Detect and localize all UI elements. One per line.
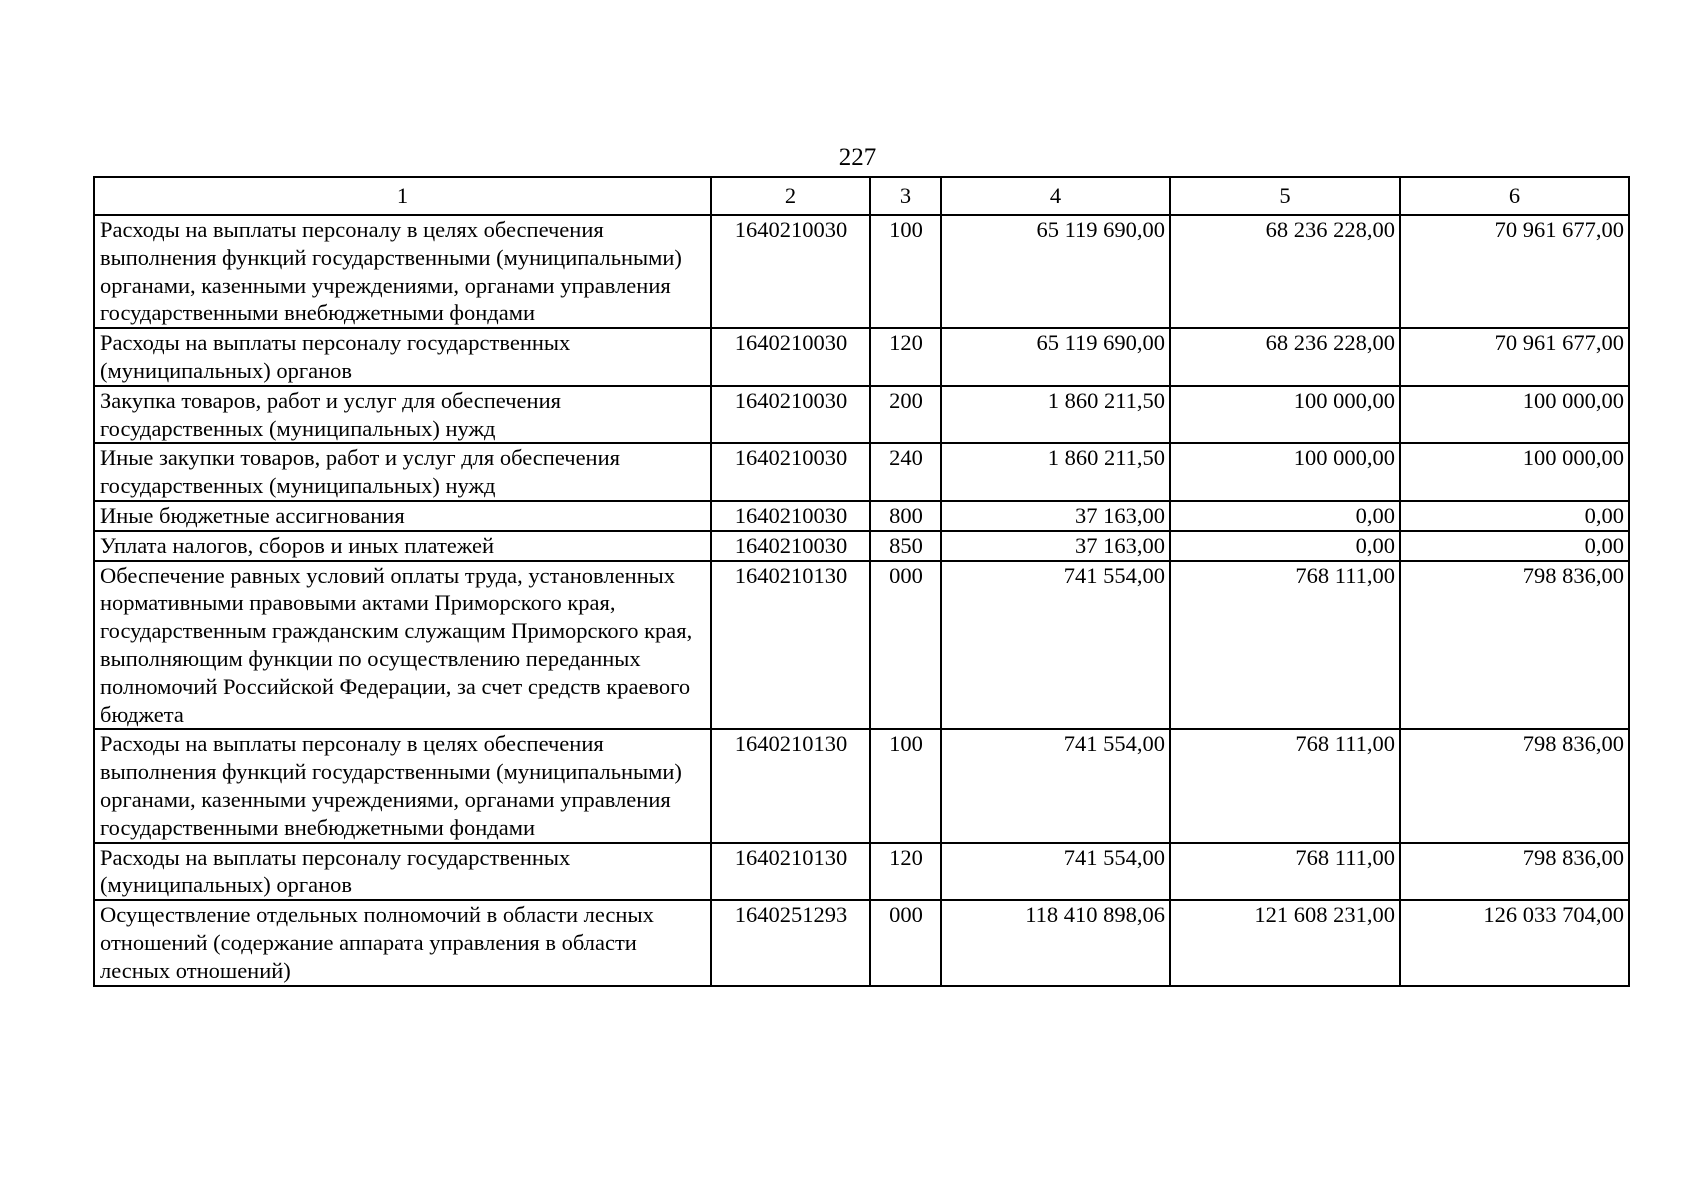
- expense-type-code: 000: [870, 561, 941, 730]
- table-row: [94, 386, 1629, 444]
- amount-col-5: 100 000,00: [1170, 443, 1400, 501]
- expense-name: Иные закупки товаров, работ и услуг для обеспечения государственных (муниципальных) нужд: [94, 443, 711, 501]
- column-header-6: 6: [1400, 177, 1629, 215]
- expense-name: Расходы на выплаты персоналу государственных (муниципальных) органов: [94, 843, 711, 901]
- target-article-code: 1640210030: [711, 215, 870, 328]
- amount-col-5: 0,00: [1170, 501, 1400, 531]
- amount-col-4: 65 119 690,00: [941, 215, 1170, 328]
- table-row: [94, 443, 1629, 501]
- table-row: [94, 561, 1629, 730]
- target-article-code: 1640210030: [711, 386, 870, 444]
- expense-type-code: 120: [870, 843, 941, 901]
- target-article-code: 1640210130: [711, 843, 870, 901]
- target-article-code: 1640210030: [711, 328, 870, 386]
- table-row: [94, 900, 1629, 985]
- target-article-code: 1640210130: [711, 729, 870, 842]
- expense-type-code: 240: [870, 443, 941, 501]
- amount-col-5: 100 000,00: [1170, 386, 1400, 444]
- amount-col-5: 121 608 231,00: [1170, 900, 1400, 985]
- expense-type-code: 850: [870, 531, 941, 561]
- amount-col-4: 118 410 898,06: [941, 900, 1170, 985]
- amount-col-5: 768 111,00: [1170, 561, 1400, 730]
- amount-col-4: 1 860 211,50: [941, 443, 1170, 501]
- target-article-code: 1640210030: [711, 443, 870, 501]
- expense-name: Обеспечение равных условий оплаты труда, установленных нормативными правовыми актами Приморского края, государственным гражданским служащим Приморского края, выполняющим функции по осуществлению переданных полномочий Российской Федерации, за счет средств краевого бюджета: [94, 561, 711, 730]
- target-article-code: 1640210030: [711, 501, 870, 531]
- target-article-code: 1640210030: [711, 531, 870, 561]
- amount-col-4: 37 163,00: [941, 531, 1170, 561]
- amount-col-4: 741 554,00: [941, 561, 1170, 730]
- expense-name: Расходы на выплаты персоналу в целях обеспечения выполнения функций государственными (муниципальными) органами, казенными учреждениями, органами управления государственными внебюджетными фондами: [94, 729, 711, 842]
- amount-col-6: 0,00: [1400, 501, 1629, 531]
- table-row: [94, 531, 1629, 561]
- column-header-4: 4: [941, 177, 1170, 215]
- expense-type-code: 000: [870, 900, 941, 985]
- column-header-1: 1: [94, 177, 711, 215]
- table-row: [94, 729, 1629, 842]
- amount-col-5: 768 111,00: [1170, 843, 1400, 901]
- target-article-code: 1640251293: [711, 900, 870, 985]
- amount-col-5: 68 236 228,00: [1170, 215, 1400, 328]
- amount-col-6: 798 836,00: [1400, 729, 1629, 842]
- amount-col-4: 1 860 211,50: [941, 386, 1170, 444]
- amount-col-4: 741 554,00: [941, 729, 1170, 842]
- expense-type-code: 120: [870, 328, 941, 386]
- expense-name: Закупка товаров, работ и услуг для обеспечения государственных (муниципальных) нужд: [94, 386, 711, 444]
- table-row: [94, 843, 1629, 901]
- column-header-5: 5: [1170, 177, 1400, 215]
- expense-name: Расходы на выплаты персоналу в целях обеспечения выполнения функций государственными (муниципальными) органами, казенными учреждениями, органами управления государственными внебюджетными фондами: [94, 215, 711, 328]
- expense-type-code: 100: [870, 215, 941, 328]
- amount-col-5: 0,00: [1170, 531, 1400, 561]
- expense-name: Иные бюджетные ассигнования: [94, 501, 711, 531]
- amount-col-6: 100 000,00: [1400, 386, 1629, 444]
- expense-type-code: 800: [870, 501, 941, 531]
- amount-col-6: 70 961 677,00: [1400, 215, 1629, 328]
- amount-col-6: 798 836,00: [1400, 561, 1629, 730]
- expense-type-code: 100: [870, 729, 941, 842]
- header-row: [94, 177, 1629, 215]
- amount-col-6: 100 000,00: [1400, 443, 1629, 501]
- expense-name: Уплата налогов, сборов и иных платежей: [94, 531, 711, 561]
- amount-col-6: 798 836,00: [1400, 843, 1629, 901]
- amount-col-6: 70 961 677,00: [1400, 328, 1629, 386]
- amount-col-4: 65 119 690,00: [941, 328, 1170, 386]
- expense-type-code: 200: [870, 386, 941, 444]
- amount-col-4: 741 554,00: [941, 843, 1170, 901]
- budget-table: [93, 176, 1630, 987]
- expense-name: Расходы на выплаты персоналу государственных (муниципальных) органов: [94, 328, 711, 386]
- table-row: [94, 501, 1629, 531]
- amount-col-4: 37 163,00: [941, 501, 1170, 531]
- column-header-2: 2: [711, 177, 870, 215]
- page-number: 227: [838, 144, 877, 171]
- table-row: [94, 215, 1629, 328]
- amount-col-6: 0,00: [1400, 531, 1629, 561]
- target-article-code: 1640210130: [711, 561, 870, 730]
- column-header-3: 3: [870, 177, 941, 215]
- amount-col-5: 768 111,00: [1170, 729, 1400, 842]
- expense-name: Осуществление отдельных полномочий в области лесных отношений (содержание аппарата управления в области лесных отношений): [94, 900, 711, 985]
- amount-col-6: 126 033 704,00: [1400, 900, 1629, 985]
- table-row: [94, 328, 1629, 386]
- amount-col-5: 68 236 228,00: [1170, 328, 1400, 386]
